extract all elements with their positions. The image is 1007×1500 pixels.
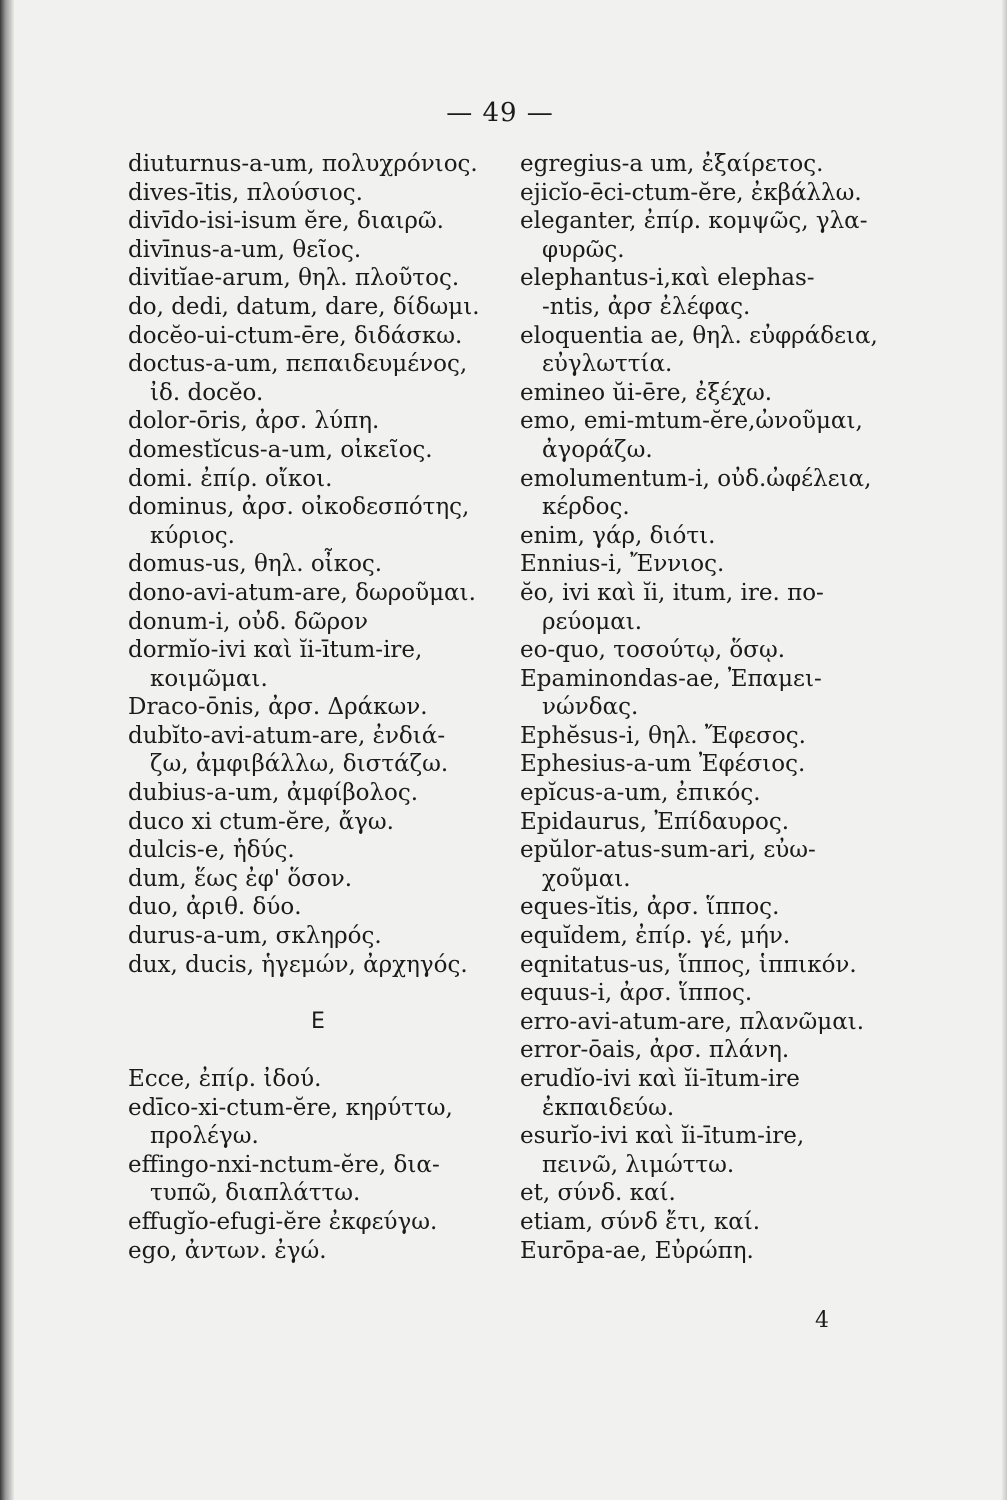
dictionary-line: eleganter, ἐπίρ. κομψῶς, γλα- bbox=[520, 208, 868, 235]
dictionary-line: divīdo-isi-isum ĕre, διαιρῶ. bbox=[128, 208, 444, 235]
dictionary-line: Eurōpa-ae, Εὐρώπη. bbox=[520, 1237, 754, 1264]
dictionary-line: dolor-ōris, ἀρσ. λύπη. bbox=[128, 408, 380, 435]
dictionary-line: ἰδ. docĕo. bbox=[150, 379, 264, 406]
dictionary-line: egregius-a um, ἐξαίρετος. bbox=[520, 151, 824, 177]
dictionary-line: domi. ἐπίρ. οἴκοι. bbox=[128, 465, 333, 492]
dictionary-line: dives-ītis, πλούσιος. bbox=[128, 179, 363, 206]
signature-mark: 4 bbox=[815, 1308, 829, 1333]
dictionary-line: εὐγλωττία. bbox=[542, 351, 673, 378]
dictionary-line: divitĭae-arum, θηλ. πλοῦτος. bbox=[128, 265, 460, 292]
dictionary-line: Ephesius-a-um Ἐφέσιος. bbox=[520, 751, 806, 778]
dictionary-line: eqnitatus-us, ἵππος, ἱππικόν. bbox=[520, 951, 857, 978]
dictionary-line: epĭcus-a-um, ἐπικός. bbox=[520, 780, 761, 807]
dictionary-line: erudĭo-ivi καὶ ĭi-ītum-ire bbox=[520, 1066, 800, 1092]
dictionary-line: duo, ἀριθ. δύο. bbox=[128, 894, 302, 921]
dictionary-line: Epidaurus, Ἐπίδαυρος. bbox=[520, 808, 790, 835]
dictionary-line: emo, emi-mtum-ĕre,ὠνοῦμαι, bbox=[520, 408, 863, 435]
right-column bbox=[520, 150, 880, 1265]
dictionary-line: Epaminondas-ae, Ἐπαμει- bbox=[520, 665, 822, 692]
dictionary-line: error-ōais, ἀρσ. πλάνη. bbox=[520, 1037, 790, 1064]
dictionary-line: κοιμῶμαι. bbox=[150, 665, 268, 692]
dictionary-line: dulcis-e, ἡδύς. bbox=[128, 837, 295, 864]
dictionary-line: eo-quo, τοσούτῳ, ὅσῳ. bbox=[520, 637, 786, 664]
section-heading: E bbox=[311, 1008, 325, 1034]
dictionary-line: et, σύνδ. καί. bbox=[520, 1180, 676, 1207]
dictionary-line: χοῦμαι. bbox=[542, 865, 631, 892]
dictionary-line: domus-us, θηλ. οἶκος. bbox=[128, 551, 383, 578]
dictionary-line: ἀγοράζω. bbox=[542, 436, 653, 463]
left-column bbox=[128, 150, 508, 1265]
dictionary-line: equĭdem, ἐπίρ. γέ, μήν. bbox=[520, 923, 791, 950]
dictionary-line: νώνδας. bbox=[542, 694, 639, 721]
dictionary-line: do, dedi, datum, dare, δίδωμι. bbox=[128, 293, 480, 320]
dictionary-line: equus-i, ἀρσ. ἵππος. bbox=[520, 980, 753, 1007]
dictionary-line: doctus-a-um, πεπαιδευμένος, bbox=[128, 351, 468, 378]
dictionary-line: dominus, ἀρσ. οἰκοδεσπότης, bbox=[128, 494, 470, 521]
dictionary-line: ĕo, ivi καὶ ĭi, itum, ire. πο- bbox=[520, 579, 824, 606]
dictionary-line: dubĭto-avi-atum-are, ἐνδιά- bbox=[128, 722, 446, 749]
dictionary-line: Ennius-i, Ἔννιος. bbox=[520, 551, 725, 578]
dictionary-line: effingo-nxi-nctum-ĕre, δια- bbox=[128, 1151, 440, 1178]
dictionary-line: effugĭo-efugi-ĕre ἐκφεύγω. bbox=[128, 1208, 438, 1235]
page-right-edge bbox=[1001, 0, 1007, 1500]
dictionary-line: donum-i, οὐδ. δῶρον bbox=[128, 608, 369, 635]
dictionary-line: domestĭcus-a-um, οἰκεῖος. bbox=[128, 436, 433, 463]
dictionary-line: divīnus-a-um, θεῖος. bbox=[128, 236, 362, 263]
dictionary-line: dux, ducis, ἡγεμών, ἀρχηγός. bbox=[128, 951, 468, 978]
dictionary-line: dormĭo-ivi καὶ ĭi-ītum-ire, bbox=[128, 637, 423, 664]
dictionary-line: docĕo-ui-ctum-ēre, διδάσκω. bbox=[128, 322, 463, 349]
dictionary-line: eloquentia ae, θηλ. εὐφράδεια, bbox=[520, 322, 878, 349]
dictionary-line: Ecce, ἐπίρ. ἰδού. bbox=[128, 1066, 322, 1092]
dictionary-line: dum, ἕως ἐφ' ὅσον. bbox=[128, 865, 353, 892]
dictionary-line: πεινῶ, λιμώττω. bbox=[542, 1151, 735, 1178]
dictionary-line: enim, γάρ, διότι. bbox=[520, 522, 716, 549]
dictionary-line: emolumentum-i, οὐδ.ὠφέλεια, bbox=[520, 465, 872, 492]
dictionary-line: etiam, σύνδ ἔτι, καί. bbox=[520, 1208, 761, 1235]
dictionary-line: durus-a-um, σκληρός. bbox=[128, 923, 382, 950]
page-binding-edge bbox=[0, 0, 14, 1500]
dictionary-line: dono-avi-atum-are, δωροῦμαι. bbox=[128, 579, 476, 606]
dictionary-line: τυπῶ, διαπλάττω. bbox=[150, 1180, 361, 1207]
dictionary-line: emineo ŭi-ēre, ἐξέχω. bbox=[520, 379, 773, 406]
dictionary-line: ρεύομαι. bbox=[542, 608, 643, 635]
dictionary-line: diuturnus-a-um, πολυχρόνιος. bbox=[128, 151, 478, 177]
dictionary-line: φυρῶς. bbox=[542, 236, 625, 263]
dictionary-line: ejicĭo-ēci-ctum-ĕre, ἐκβάλλω. bbox=[520, 179, 862, 206]
dictionary-line: erro-avi-atum-are, πλανῶμαι. bbox=[520, 1008, 865, 1035]
dictionary-line: ζω, ἀμφιβάλλω, διστάζω. bbox=[150, 751, 449, 778]
dictionary-line: Ephĕsus-i, θηλ. Ἔφεσος. bbox=[520, 722, 806, 749]
dictionary-line: κύριος. bbox=[150, 522, 235, 549]
dictionary-line: duco xi ctum-ĕre, ἄγω. bbox=[128, 808, 394, 835]
dictionary-line: dubius-a-um, ἀμφίβολος. bbox=[128, 780, 419, 807]
page-number: — 49 — bbox=[446, 98, 554, 128]
dictionary-line: elephantus-i,καὶ elephas- bbox=[520, 265, 815, 292]
dictionary-line: edīco-xi-ctum-ĕre, κηρύττω, bbox=[128, 1094, 453, 1121]
dictionary-line: προλέγω. bbox=[150, 1123, 259, 1150]
dictionary-line: -ntis, ἀρσ ἐλέφας. bbox=[542, 293, 751, 320]
dictionary-line: esurĭo-ivi καὶ ĭi-ītum-ire, bbox=[520, 1123, 805, 1150]
spacer bbox=[128, 979, 508, 1008]
dictionary-line: ἐκπαιδεύω. bbox=[542, 1094, 675, 1121]
dictionary-line: κέρδος. bbox=[542, 494, 630, 521]
dictionary-line: ego, ἀντων. ἐγώ. bbox=[128, 1237, 327, 1264]
dictionary-line: Draco-ōnis, ἀρσ. Δράκων. bbox=[128, 694, 428, 721]
dictionary-line: epŭlor-atus-sum-ari, εὐω- bbox=[520, 837, 816, 864]
dictionary-line: eques-ĭtis, ἀρσ. ἵππος. bbox=[520, 894, 780, 921]
spacer bbox=[128, 1036, 508, 1065]
